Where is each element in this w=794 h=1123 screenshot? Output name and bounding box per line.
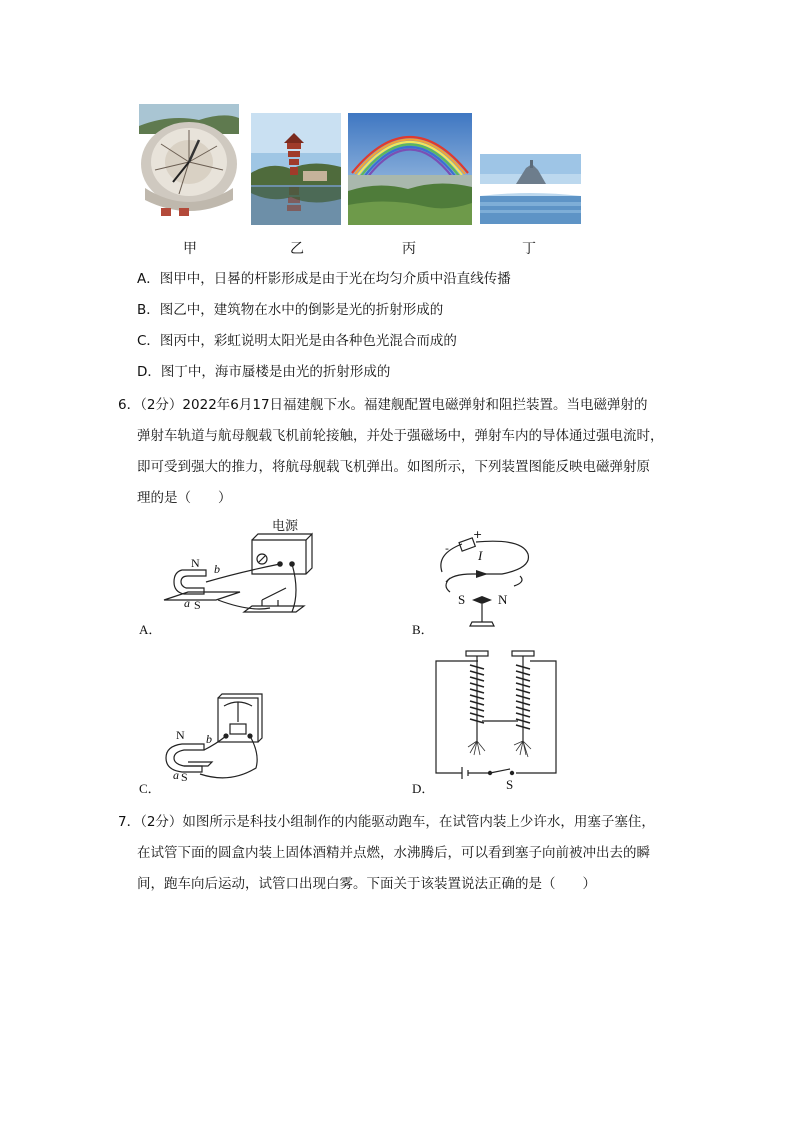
figure-b-plus: + — [473, 528, 483, 541]
figure-c-s-label: S — [181, 770, 188, 784]
figure-b-n-label: N — [498, 592, 508, 607]
figure-c-galvanometer — [160, 692, 270, 792]
q6-line-3: 即可受到强大的推力，将航母舰载飞机弹出。如图所示，下列装置图能反映电磁弹射原 — [137, 459, 650, 475]
q7-line-1: 7．（2分）如图所示是科技小组制作的内能驱动跑车，在试管内装上少许水，用塞子塞住， — [118, 814, 655, 830]
figure-b-oersted — [432, 530, 542, 632]
power-supply-label: 电源 — [272, 519, 299, 534]
figure-b-s-label: S — [458, 592, 466, 607]
figure-c-b-label: b — [206, 732, 212, 746]
figure-a-a-label: a — [184, 596, 190, 610]
q5-option-b: B．图乙中，建筑物在水中的倒影是光的折射形成的 — [137, 302, 444, 318]
figure-c-label: C． — [139, 781, 161, 796]
q5-option-c: C．图丙中，彩虹说明太阳光是由各种色光混合而成的 — [137, 333, 457, 349]
figure-a-b-label: b — [214, 562, 220, 576]
rainbow-photo — [348, 113, 472, 225]
figure-b-label: B． — [412, 622, 434, 637]
q7-line-3: 间，跑车向后运动，试管口出现白雾。下面关于该装置说法正确的是（ ） — [137, 876, 596, 892]
figure-d-label: D． — [412, 781, 435, 796]
q5-option-a: A．图甲中，日晷的杆影形成是由于光在均匀介质中沿直线传播 — [137, 271, 511, 287]
figure-a-n-label: N — [191, 556, 200, 570]
q6-line-4: 理的是（ ） — [137, 490, 232, 506]
pagoda-reflection-photo — [251, 113, 341, 225]
figure-b-current-label: I — [478, 548, 483, 563]
q6-line-1: 6．（2分）2022年6月17日福建舰下水。福建舰配置电磁弹射和阻拦装置。当电磁弹射的 — [118, 397, 648, 413]
figure-c-a-label: a — [173, 768, 179, 782]
sundial-photo — [139, 104, 239, 222]
caption-ding: 丁 — [522, 241, 536, 257]
figure-b-minus: - — [445, 542, 449, 555]
figure-a-power-rail — [160, 512, 320, 632]
caption-yi: 乙 — [290, 241, 304, 257]
figure-a-s-label: S — [194, 598, 201, 612]
figure-c-n-label: N — [176, 728, 185, 742]
mirage-photo — [480, 154, 581, 224]
q5-option-d: D．图丁中，海市蜃楼是由光的折射形成的 — [137, 364, 391, 380]
figure-d-electromagnets — [430, 645, 560, 795]
caption-jia: 甲 — [183, 241, 197, 257]
caption-bing: 丙 — [402, 241, 416, 257]
figure-a-label: A． — [139, 622, 162, 637]
q7-line-2: 在试管下面的圆盒内装上固体酒精并点燃，水沸腾后，可以看到塞子向前被冲出去的瞬 — [137, 845, 650, 861]
figure-d-switch-label: S — [506, 777, 514, 792]
q6-line-2: 弹射车轨道与航母舰载飞机前轮接触，并处于强磁场中，弹射车内的导体通过强电流时， — [137, 428, 664, 444]
